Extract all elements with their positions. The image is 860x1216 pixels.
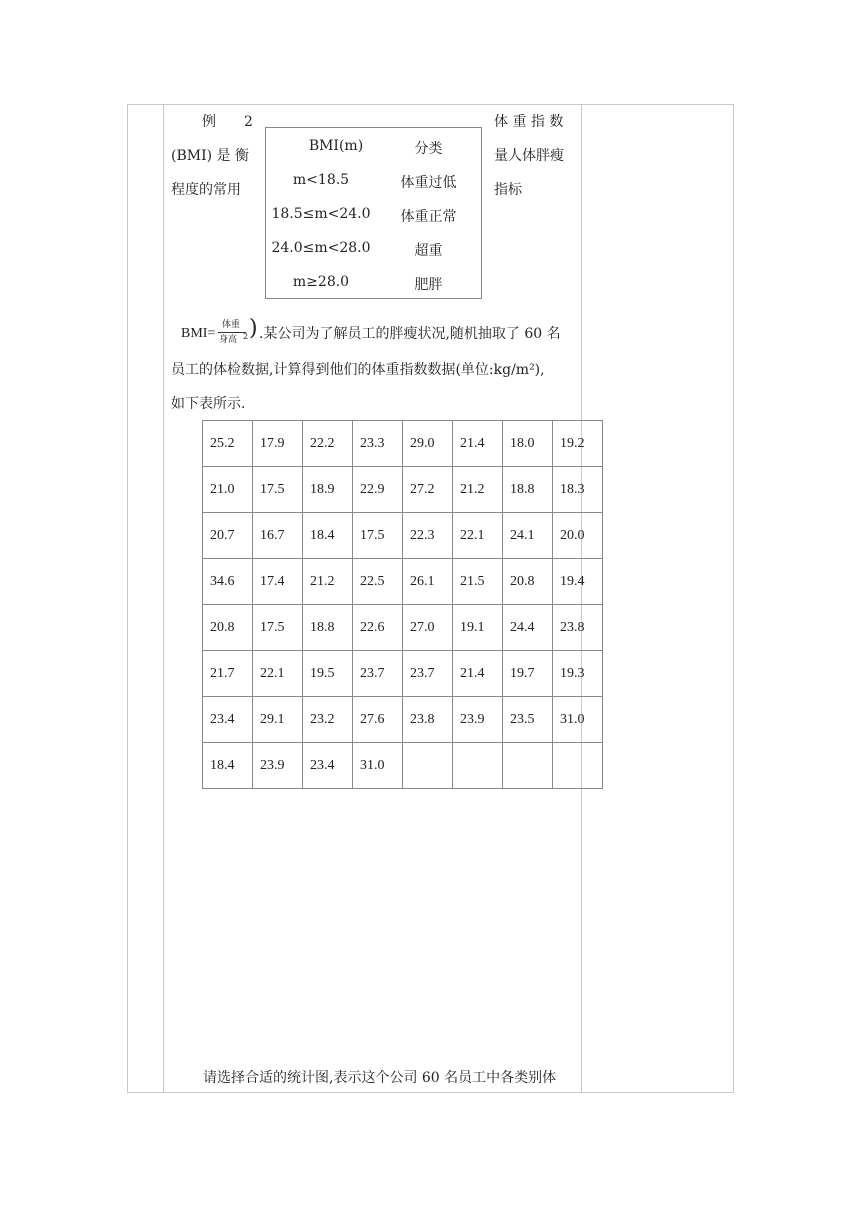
table-cell: 22.3 <box>403 513 453 559</box>
table-cell: 22.2 <box>303 421 353 467</box>
table-cell: 26.1 <box>403 559 453 605</box>
table-cell: 25.2 <box>203 421 253 467</box>
table-cell: 17.5 <box>253 467 303 513</box>
table-cell: 21.2 <box>453 467 503 513</box>
table-cell: 31.0 <box>553 697 603 743</box>
table-cell: 17.5 <box>353 513 403 559</box>
intro-right-line-2: 量人体胖瘦 <box>494 148 564 164</box>
paragraph-line-2: 员工的体检数据,计算得到他们的体重指数数据(单位:kg/m²), <box>171 362 545 378</box>
table-cell: 23.7 <box>403 651 453 697</box>
bmi-data-table <box>202 420 603 789</box>
table-row <box>203 559 603 605</box>
bmi-header-category: 分类 <box>414 141 443 157</box>
bmi-row <box>266 206 481 226</box>
table-cell: 22.1 <box>253 651 303 697</box>
table-cell: 18.4 <box>303 513 353 559</box>
table-row <box>203 467 603 513</box>
formula-lhs: BMI= <box>181 326 216 341</box>
table-cell: 27.0 <box>403 605 453 651</box>
formula-close-paren: ) <box>249 316 258 341</box>
table-cell: 21.4 <box>453 421 503 467</box>
formula-exponent: 2 <box>243 332 249 341</box>
table-row <box>203 513 603 559</box>
table-cell <box>453 743 503 789</box>
table-cell: 17.5 <box>253 605 303 651</box>
table-row <box>203 651 603 697</box>
intro-right-line-1: 体 重 指 数 <box>494 114 564 130</box>
formula-text-after: .某公司为了解员工的胖瘦状况,随机抽取了 60 名 <box>259 326 561 342</box>
table-cell: 18.9 <box>303 467 353 513</box>
table-cell: 23.3 <box>353 421 403 467</box>
bmi-row <box>266 274 481 294</box>
bmi-header-range: BMI(m) <box>308 138 364 154</box>
table-cell: 22.1 <box>453 513 503 559</box>
table-cell: 34.6 <box>203 559 253 605</box>
frame-bottom-border <box>127 1092 734 1093</box>
table-cell: 23.2 <box>303 697 353 743</box>
table-cell: 24.4 <box>503 605 553 651</box>
intro-left-line-1: 例 2 <box>202 114 253 130</box>
table-cell: 18.8 <box>503 467 553 513</box>
table-cell: 18.0 <box>503 421 553 467</box>
table-cell: 22.5 <box>353 559 403 605</box>
bmi-category: 体重过低 <box>400 175 457 191</box>
table-row <box>203 743 603 789</box>
table-cell: 21.2 <box>303 559 353 605</box>
bmi-category: 超重 <box>414 243 443 259</box>
table-cell: 19.4 <box>553 559 603 605</box>
table-cell: 19.5 <box>303 651 353 697</box>
bmi-row <box>266 240 481 260</box>
table-cell: 23.8 <box>553 605 603 651</box>
frame-right-border <box>733 104 734 1093</box>
frame-top-border <box>127 104 734 105</box>
table-cell: 29.0 <box>403 421 453 467</box>
table-cell: 23.9 <box>453 697 503 743</box>
table-cell: 27.2 <box>403 467 453 513</box>
bmi-range: m<18.5 <box>292 172 350 188</box>
table-cell: 31.0 <box>353 743 403 789</box>
table-cell: 18.3 <box>553 467 603 513</box>
table-row <box>203 605 603 651</box>
table-cell: 24.1 <box>503 513 553 559</box>
frame-col-divider-1 <box>163 104 164 1093</box>
table-cell <box>553 743 603 789</box>
formula-fraction-bar <box>218 332 246 333</box>
table-cell: 21.5 <box>453 559 503 605</box>
table-cell: 20.0 <box>553 513 603 559</box>
bmi-header-row <box>266 138 481 158</box>
intro-left-line-3: 程度的常用 <box>171 182 241 198</box>
bmi-range: 24.0≤m<28.0 <box>271 240 371 256</box>
table-cell: 23.8 <box>403 697 453 743</box>
table-cell: 21.4 <box>453 651 503 697</box>
bmi-category: 体重正常 <box>400 209 457 225</box>
table-cell: 23.4 <box>203 697 253 743</box>
bmi-row <box>266 172 481 192</box>
intro-right-line-3: 指标 <box>494 182 522 198</box>
bmi-classification-table <box>265 127 482 299</box>
paragraph-line-3: 如下表所示. <box>171 396 246 412</box>
table-cell: 21.0 <box>203 467 253 513</box>
table-cell: 16.7 <box>253 513 303 559</box>
table-cell: 18.4 <box>203 743 253 789</box>
table-cell: 18.8 <box>303 605 353 651</box>
table-cell: 20.8 <box>503 559 553 605</box>
table-cell: 22.6 <box>353 605 403 651</box>
table-cell: 22.9 <box>353 467 403 513</box>
formula-denominator: 身高 <box>219 335 238 345</box>
intro-left-line-2: (BMI) 是 衡 <box>171 148 249 164</box>
question-text: 请选择合适的统计图,表示这个公司 60 名员工中各类别体 <box>203 1070 557 1086</box>
formula-numerator: 体重 <box>222 320 241 330</box>
bmi-category: 肥胖 <box>414 277 443 293</box>
table-cell: 20.7 <box>203 513 253 559</box>
table-cell: 19.1 <box>453 605 503 651</box>
table-cell <box>403 743 453 789</box>
table-cell: 19.3 <box>553 651 603 697</box>
table-cell: 17.9 <box>253 421 303 467</box>
table-cell: 23.9 <box>253 743 303 789</box>
table-cell: 29.1 <box>253 697 303 743</box>
table-row <box>203 421 603 467</box>
table-cell: 23.5 <box>503 697 553 743</box>
table-cell: 21.7 <box>203 651 253 697</box>
table-cell: 19.7 <box>503 651 553 697</box>
bmi-range: 18.5≤m<24.0 <box>271 206 371 222</box>
table-cell: 19.2 <box>553 421 603 467</box>
table-cell: 20.8 <box>203 605 253 651</box>
table-cell <box>503 743 553 789</box>
table-cell: 17.4 <box>253 559 303 605</box>
table-row <box>203 697 603 743</box>
bmi-range: m≥28.0 <box>292 274 350 290</box>
table-cell: 23.4 <box>303 743 353 789</box>
table-cell: 27.6 <box>353 697 403 743</box>
frame-left-border <box>127 104 128 1093</box>
table-cell: 23.7 <box>353 651 403 697</box>
